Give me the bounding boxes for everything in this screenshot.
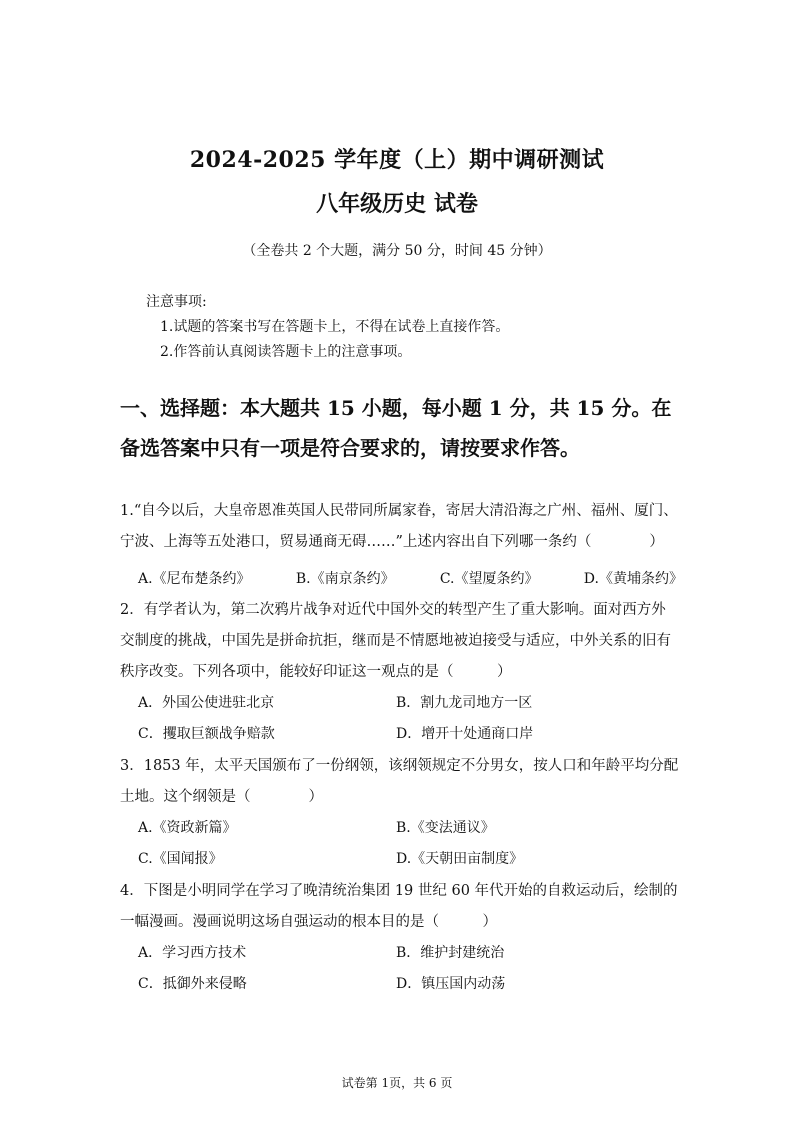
q3-option-a: A.《资政新篇》	[138, 820, 237, 836]
q4-option-d: D．镇压国内动荡	[396, 976, 506, 992]
exam-info: （全卷共 2 个大题，满分 50 分，时间 45 分钟）	[242, 243, 552, 259]
question-3-options-row-2	[138, 848, 683, 868]
notes-block	[146, 290, 509, 365]
q1-option-c: C.《望厦条约》	[439, 571, 539, 587]
question-2-options-row-1	[138, 692, 683, 712]
question-3-stem: 3．1853 年，太平天国颁布了一份纲领，该纲领规定不分男女，按人口和年龄平均分配土地。这个纲领是（ ）	[120, 758, 679, 805]
q3-option-c: C.《国闻报》	[138, 851, 223, 867]
q2-option-c: C．攫取巨额战争赔款	[138, 726, 275, 742]
q3-option-b: B.《变法通议》	[396, 820, 495, 836]
page-footer: 试卷第 1页，共 6 页	[341, 1076, 453, 1090]
question-4-stem: 4．下图是小明同学在学习了晚清统治集团 19 世纪 60 年代开始的自救运动后，绘制的一幅漫画。漫画说明这场自强运动的根本目的是（ ）	[120, 883, 678, 930]
exam-subtitle: 八年级历史 试卷	[316, 191, 478, 217]
q2-option-d: D．增开十处通商口岸	[396, 726, 534, 742]
question-3-options-row-1	[138, 817, 683, 837]
q1-option-a: A.《尼布楚条约》	[138, 571, 251, 587]
notes-heading: 注意事项:	[146, 294, 207, 310]
question-2-options-row-2	[138, 723, 683, 743]
q3-option-d: D.《天朝田亩制度》	[396, 851, 524, 867]
q4-option-b: B．维护封建统治	[396, 945, 505, 961]
question-4-options-row-1	[138, 942, 683, 962]
q2-option-a: A．外国公使进驻北京	[138, 695, 275, 711]
question-1-options	[138, 568, 683, 588]
q1-option-d: D.《黄埔条约》	[583, 571, 683, 587]
question-1-stem: 1.“自今以后，大皇帝恩准英国人民带同所属家眷，寄居大清沿海之广州、福州、厦门、宁波、上海等五处港口，贸易通商无碍……”上述内容出自下列哪一条约（ ）	[120, 503, 678, 550]
q4-option-c: C．抵御外来侵略	[138, 976, 247, 992]
section-heading: 一、选择题：本大题共 15 小题，每小题 1 分，共 15 分。在备选答案中只有一项是符合要求的，请按要求作答。	[120, 396, 672, 460]
q2-option-b: B．割九龙司地方一区	[396, 695, 533, 711]
q1-option-b: B.《南京条约》	[295, 571, 395, 587]
note-item-2: 2.作答前认真阅读答题卡上的注意事项。	[160, 344, 412, 360]
note-item-1: 1.试题的答案书写在答题卡上，不得在试卷上直接作答。	[160, 319, 510, 335]
question-4-options-row-2	[138, 973, 683, 993]
question-2-stem: 2．有学者认为，第二次鸦片战争对近代中国外交的转型产生了重大影响。面对西方外交制度的挑战，中国先是拼命抗拒，继而是不情愿地被迫接受与适应，中外关系的旧有秩序改变。下列各项中，能较好印证这一观点的是（ ）	[120, 602, 671, 680]
q4-option-a: A．学习西方技术	[138, 945, 247, 961]
exam-title: 2024-2025 学年度（上）期中调研测试	[189, 147, 605, 173]
